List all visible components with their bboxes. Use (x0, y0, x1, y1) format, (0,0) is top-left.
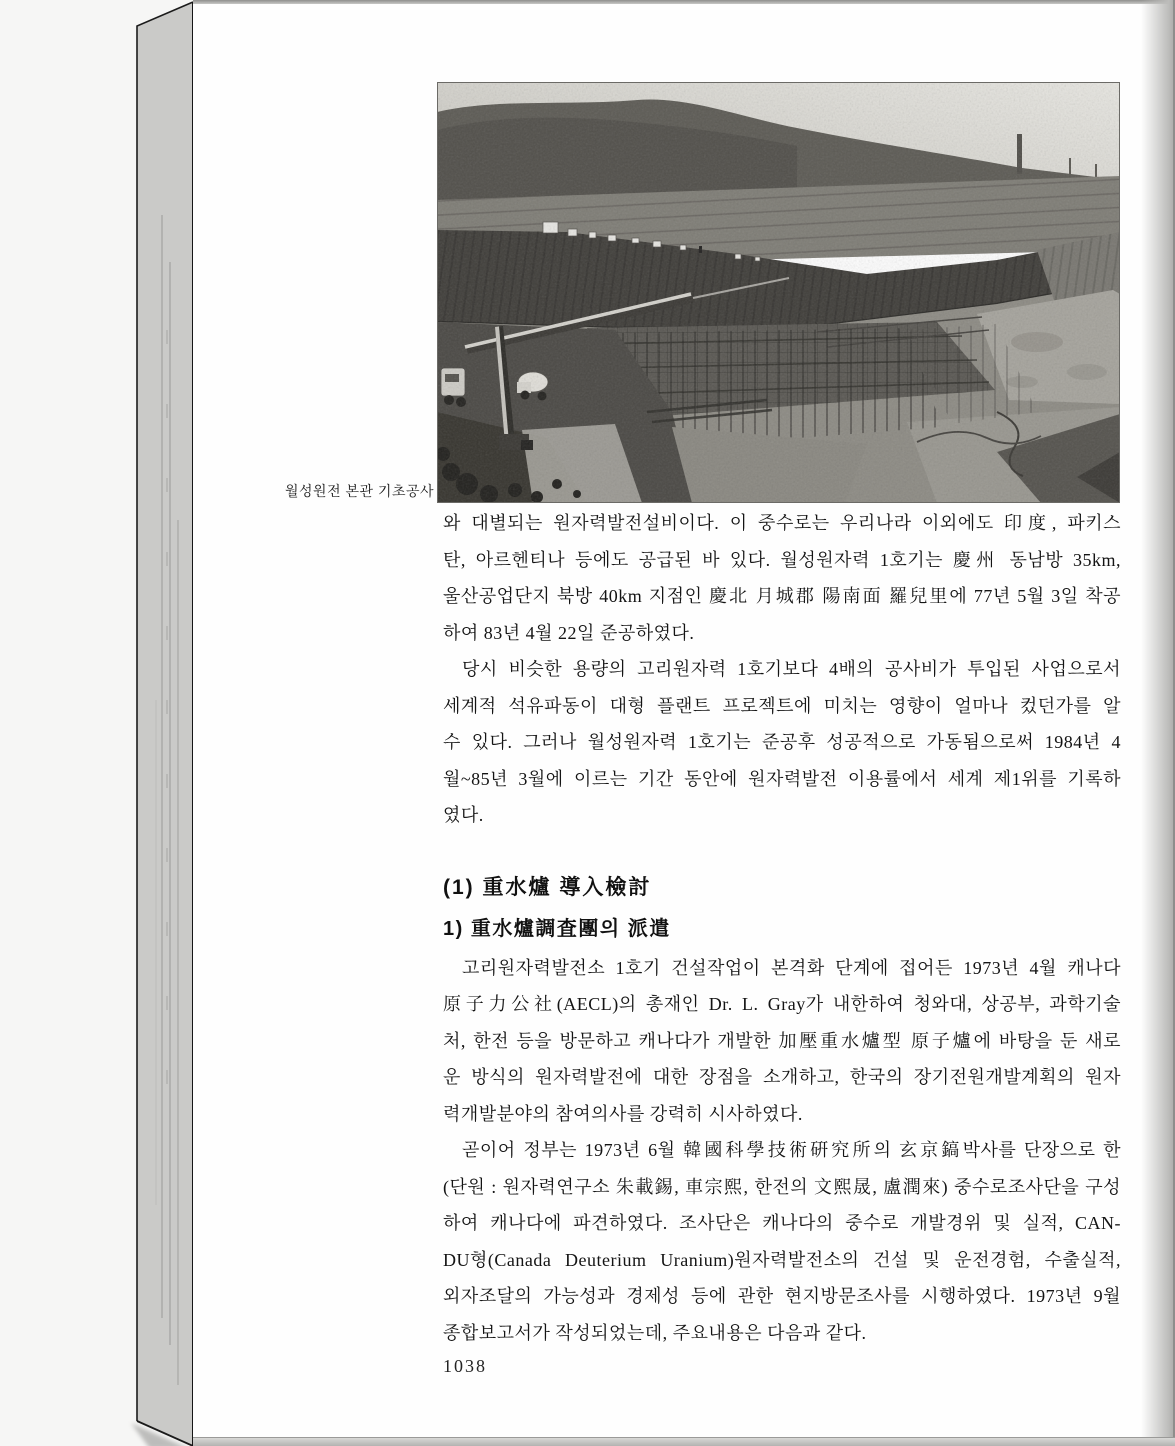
text-line: 하여 캐나다에 파견하였다. 조사단은 캐나다의 중수로 개발경위 및 실적, CAN- (443, 1213, 1121, 1233)
text-line: 였다. (443, 805, 484, 825)
book-page-edges (0, 0, 200, 1446)
text-line: 수 있다. 그러나 월성원자력 1호기는 준공후 성공적으로 가동됨으로써 1984년 4 (443, 732, 1121, 752)
text-line: 처, 한전 등을 방문하고 캐나다가 개발한 加壓重水爐型 原子爐에 바탕을 둔 새로 (443, 1030, 1121, 1051)
text-line: 하여 83년 4월 22일 준공하였다. (443, 622, 695, 643)
construction-photo-art (437, 82, 1120, 503)
text-line: 월~85년 3월에 이르는 기간 동안에 원자력발전 이용률에서 세계 제1위를 기록하 (443, 768, 1121, 789)
subsection-heading: 1) 重水爐調査團의 派遣 (443, 917, 671, 940)
text-line: 세계적 석유파동이 대형 플랜트 프로젝트에 미치는 영향이 얼마나 컸던가를 알 (443, 695, 1121, 716)
text-line: 울산공업단지 북방 40km 지점인 慶北 月城郡 陽南面 羅兒里에 77년 5월 3일 착공 (443, 586, 1121, 606)
text-line: 탄, 아르헨티나 등에도 공급된 바 있다. 월성원자력 1호기는 慶州 동남방 35km, (443, 549, 1121, 570)
body-text (443, 505, 1121, 1351)
text-line: 력개발분야의 참여의사를 강력히 시사하였다. (443, 1103, 803, 1124)
text-line: 외자조달의 가능성과 경제성 등에 관한 현지방문조사를 시행하였다. 1973년 9월 (443, 1286, 1121, 1306)
page-top-edge (193, 0, 1175, 4)
text-line: DU형(Canada Deuterium Uranium)원자력발전소의 건설 및 운전경험, 수출실적, (443, 1249, 1121, 1270)
text-line: 종합보고서가 작성되었는데, 주요내용은 다음과 같다. (443, 1322, 867, 1343)
text-line: 당시 비슷한 용량의 고리원자력 1호기보다 4배의 공사비가 투입된 사업으로서 (462, 659, 1121, 679)
page-number: 1038 (443, 1356, 487, 1376)
text-line: (단원 : 원자력연구소 朱載錫, 車宗熙, 한전의 文熙晟, 盧潤來) 중수로조사단을 구성 (443, 1176, 1121, 1197)
section-heading: (1) 重水爐 導入檢討 (443, 875, 652, 899)
text-line: 곧이어 정부는 1973년 6월 韓國科學技術硏究所의 玄京鎬박사를 단장으로 한 (462, 1140, 1121, 1160)
text-line: 고리원자력발전소 1호기 건설작업이 본격화 단계에 접어든 1973년 4월 캐나다 (462, 957, 1121, 978)
book-page (193, 0, 1175, 1446)
page-right-curvature-shade (1141, 0, 1175, 1446)
page-bottom-edge-shadow (193, 1437, 1175, 1446)
text-line: 原子力公社(AECL)의 총재인 Dr. L. Gray가 내한하여 청와대, 상공부, 과학기술 (443, 994, 1121, 1014)
construction-photo (437, 82, 1120, 503)
text-line: 운 방식의 원자력발전에 대한 장점을 소개하고, 한국의 장기전원개발계획의 원자 (443, 1067, 1121, 1087)
text-line: 와 대별되는 원자력발전설비이다. 이 중수로는 우리나라 이외에도 印度, 파키스 (443, 513, 1121, 533)
photo-caption: 월성원전 본관 기초공사 (285, 483, 435, 499)
